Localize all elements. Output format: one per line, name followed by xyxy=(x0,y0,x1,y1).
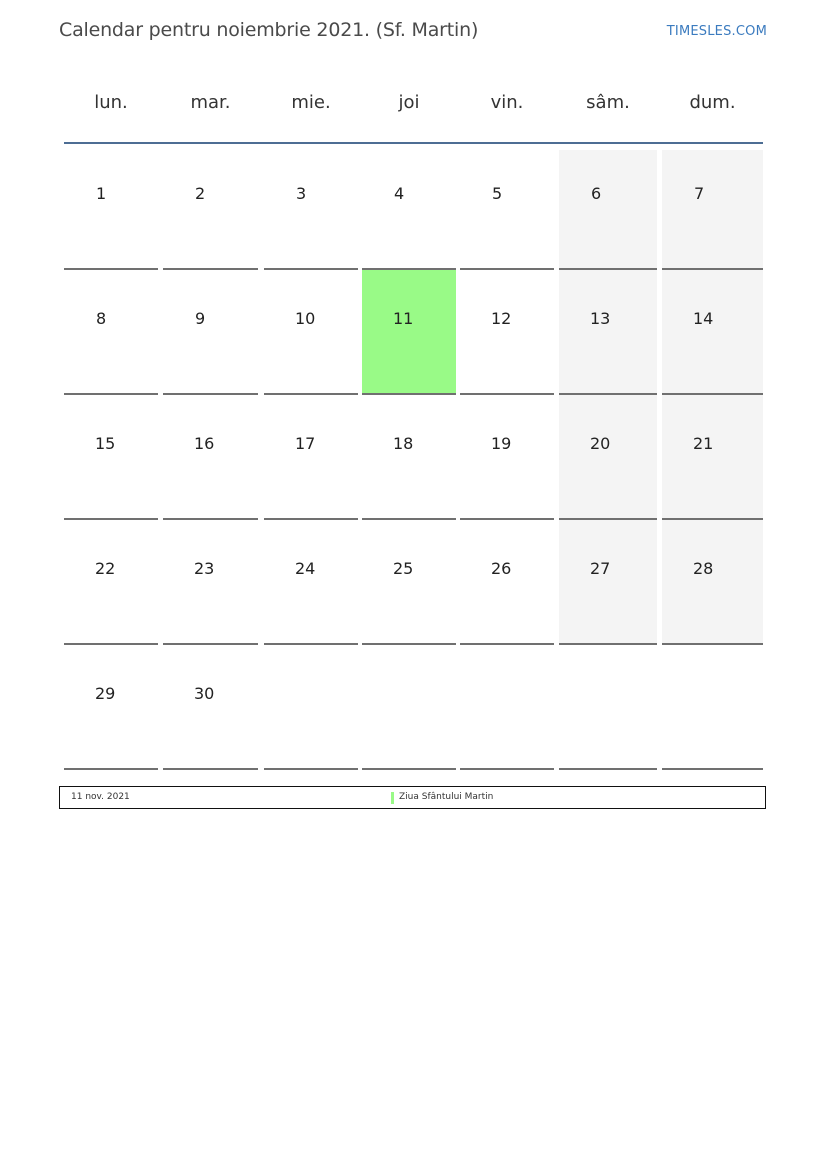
day-number: 27 xyxy=(590,559,611,578)
calendar-day-cell[interactable] xyxy=(163,270,258,395)
cell-underline xyxy=(460,768,554,770)
day-number: 8 xyxy=(96,309,107,328)
day-number: 28 xyxy=(693,559,714,578)
day-number: 2 xyxy=(195,184,206,203)
day-number: 11 xyxy=(393,309,414,328)
calendar-day-cell[interactable] xyxy=(662,150,763,270)
day-number: 22 xyxy=(95,559,116,578)
day-number: 7 xyxy=(694,184,705,203)
page-title: Calendar pentru noiembrie 2021. (Sf. Martin) xyxy=(59,19,479,41)
day-number: 23 xyxy=(194,559,215,578)
calendar-day-cell[interactable] xyxy=(163,520,258,645)
calendar-day-cell xyxy=(264,645,358,770)
calendar-day-cell[interactable] xyxy=(163,395,258,520)
day-number: 4 xyxy=(394,184,405,203)
weekday-tue: mar. xyxy=(190,92,231,113)
calendar-day-cell[interactable] xyxy=(64,150,158,270)
day-number: 6 xyxy=(591,184,602,203)
calendar-day-cell[interactable] xyxy=(460,395,554,520)
calendar-day-cell[interactable] xyxy=(460,150,554,270)
calendar-day-cell[interactable] xyxy=(559,520,657,645)
cell-underline xyxy=(559,768,657,770)
day-number: 30 xyxy=(194,684,215,703)
calendar-day-cell[interactable] xyxy=(64,520,158,645)
holiday-legend xyxy=(59,786,766,809)
day-number: 5 xyxy=(492,184,503,203)
calendar-day-cell[interactable] xyxy=(559,395,657,520)
day-number: 18 xyxy=(393,434,414,453)
day-number: 16 xyxy=(194,434,215,453)
calendar-day-cell[interactable] xyxy=(362,150,456,270)
day-number: 26 xyxy=(491,559,512,578)
calendar-day-cell[interactable] xyxy=(662,520,763,645)
day-number: 3 xyxy=(296,184,307,203)
calendar-day-cell[interactable] xyxy=(264,395,358,520)
calendar-day-cell[interactable] xyxy=(163,150,258,270)
day-number: 24 xyxy=(295,559,316,578)
day-number: 20 xyxy=(590,434,611,453)
calendar-day-cell[interactable] xyxy=(662,270,763,395)
weekday-wed: mie. xyxy=(291,92,331,113)
calendar-day-cell xyxy=(460,645,554,770)
weekday-sat: sâm. xyxy=(586,92,630,113)
legend-color-marker xyxy=(391,792,394,804)
legend-holiday-name: Ziua Sfântului Martin xyxy=(399,792,494,802)
day-number: 21 xyxy=(693,434,714,453)
weekday-thu: joi xyxy=(398,92,420,113)
calendar-day-cell[interactable] xyxy=(559,270,657,395)
calendar-day-cell[interactable] xyxy=(64,395,158,520)
day-number: 10 xyxy=(295,309,316,328)
cell-underline xyxy=(163,768,258,770)
day-number: 17 xyxy=(295,434,316,453)
day-number: 19 xyxy=(491,434,512,453)
day-number: 12 xyxy=(491,309,512,328)
cell-underline xyxy=(264,768,358,770)
day-number: 9 xyxy=(195,309,206,328)
calendar-day-cell[interactable] xyxy=(460,520,554,645)
weekday-mon: lun. xyxy=(94,92,128,113)
day-number: 15 xyxy=(95,434,116,453)
day-number: 1 xyxy=(96,184,107,203)
calendar-day-cell[interactable] xyxy=(362,520,456,645)
calendar-day-cell[interactable] xyxy=(64,270,158,395)
day-number: 29 xyxy=(95,684,116,703)
calendar-day-cell xyxy=(559,645,657,770)
day-number: 25 xyxy=(393,559,414,578)
calendar-day-cell[interactable] xyxy=(264,270,358,395)
calendar-day-cell[interactable] xyxy=(460,270,554,395)
calendar-day-cell[interactable] xyxy=(64,645,158,770)
cell-underline xyxy=(64,768,158,770)
calendar-day-cell[interactable] xyxy=(362,395,456,520)
calendar-day-cell[interactable] xyxy=(559,150,657,270)
calendar-day-cell xyxy=(362,645,456,770)
calendar-day-cell[interactable] xyxy=(163,645,258,770)
day-number: 14 xyxy=(693,309,714,328)
calendar-day-cell xyxy=(662,645,763,770)
weekday-fri: vin. xyxy=(490,92,524,113)
calendar-day-cell[interactable] xyxy=(662,395,763,520)
calendar-day-cell-holiday[interactable] xyxy=(362,270,456,395)
day-number: 13 xyxy=(590,309,611,328)
calendar-day-cell[interactable] xyxy=(264,520,358,645)
weekday-sun: dum. xyxy=(689,92,736,113)
cell-underline xyxy=(662,768,763,770)
legend-date: 11 nov. 2021 xyxy=(71,792,130,802)
brand-link[interactable]: TIMESLES.COM xyxy=(666,24,767,39)
calendar-day-cell[interactable] xyxy=(264,150,358,270)
cell-underline xyxy=(362,768,456,770)
